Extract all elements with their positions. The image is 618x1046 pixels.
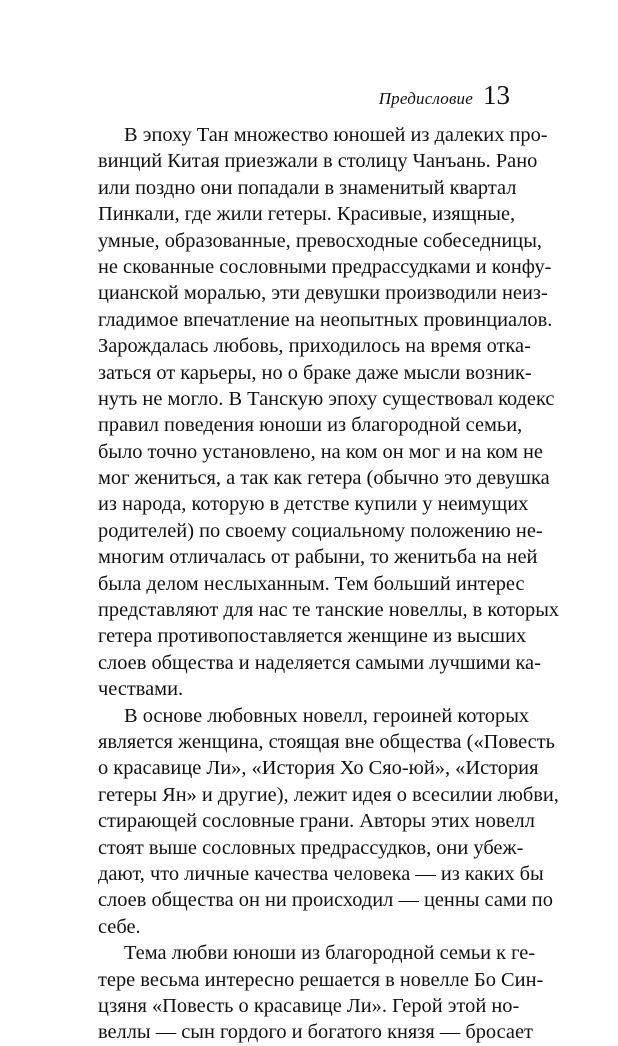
page-number: 13 xyxy=(483,80,510,110)
text-line: Пинкали, где жили гетеры. Красивые, изящные, xyxy=(98,203,516,226)
paragraph xyxy=(98,703,559,941)
paragraph xyxy=(98,940,544,1046)
text-line: стоят выше сословных предрассудков, они убеж- xyxy=(98,836,524,859)
text-line: дают, что личные качества человека — из каких бы xyxy=(98,862,544,885)
text-line: чествами. xyxy=(98,678,184,701)
text-line: винций Китая приезжали в столицу Чанъань. Рано xyxy=(98,150,538,173)
text-line: В основе любовных новелл, героиней которых xyxy=(124,704,530,727)
text-line: стирающей сословные грани. Авторы этих новелл xyxy=(98,810,535,833)
text-line: гладимое впечатление на неопытных провинциалов. xyxy=(98,308,553,331)
text-line: была делом неслыханным. Тем больший интерес xyxy=(98,572,525,595)
text-line: не скованные сословными предрассудками и конфу- xyxy=(98,255,552,278)
text-line: правил поведения юноши из благородной семьи, xyxy=(98,414,523,437)
text-line: из народа, которую в детстве купили у неимущих xyxy=(98,493,529,516)
text-line: тере весьма интересно решается в новелле Бо Син- xyxy=(98,968,544,991)
text-line: многим отличалась от рабыни, то женитьба на ней xyxy=(98,546,538,569)
text-line: Тема любви юноши из благородной семьи к ге- xyxy=(124,942,536,965)
running-head xyxy=(379,82,510,109)
text-line: гетера противопоставляется женщине из высших xyxy=(98,625,527,648)
text-line: В эпоху Тан множество юношей из далеких про- xyxy=(124,124,548,146)
text-line: слоев общества он ни происходил — ценны сами по xyxy=(98,889,553,912)
text-line: заться от карьеры, но о браке даже мысли возник- xyxy=(98,361,532,384)
text-line: цианской моралью, эти девушки производили неиз- xyxy=(98,282,548,305)
text-line: цзяня «Повесть о красавице Ли». Герой этой но- xyxy=(98,994,520,1017)
text-line: Зарождалась любовь, приходилось на время отка- xyxy=(98,335,531,358)
text-line: родителей) по своему социальному положению не- xyxy=(98,519,543,542)
text-line: гетеры Ян» и другие), лежит идея о всесилии любви, xyxy=(98,783,559,806)
paragraph xyxy=(98,122,560,703)
text-line: о красавице Ли», «История Хо Сяо-юй», «История xyxy=(98,757,539,780)
running-head-title: Предисловие xyxy=(378,89,473,108)
text-line: веллы — сын гордого и богатого князя — бросает xyxy=(98,1021,533,1044)
text-line: себе. xyxy=(98,915,141,938)
text-line: представляют для нас те танские новеллы, в которых xyxy=(98,599,560,622)
text-line: мог жениться, а так как гетера (обычно это девушка xyxy=(98,467,550,490)
text-line: нуть не могло. В Танскую эпоху существовал кодекс xyxy=(98,387,555,410)
text-line: является женщина, стоящая вне общества («Повесть xyxy=(98,730,555,753)
text-line: или поздно они попадали в знаменитый квартал xyxy=(98,176,517,199)
text-line: умные, образованные, превосходные собеседницы, xyxy=(98,229,543,252)
text-line: было точно установлено, на ком он мог и на ком не xyxy=(98,440,543,463)
text-line: слоев общества и наделяется самыми лучшими ка- xyxy=(98,651,541,674)
body-text xyxy=(98,122,560,1046)
